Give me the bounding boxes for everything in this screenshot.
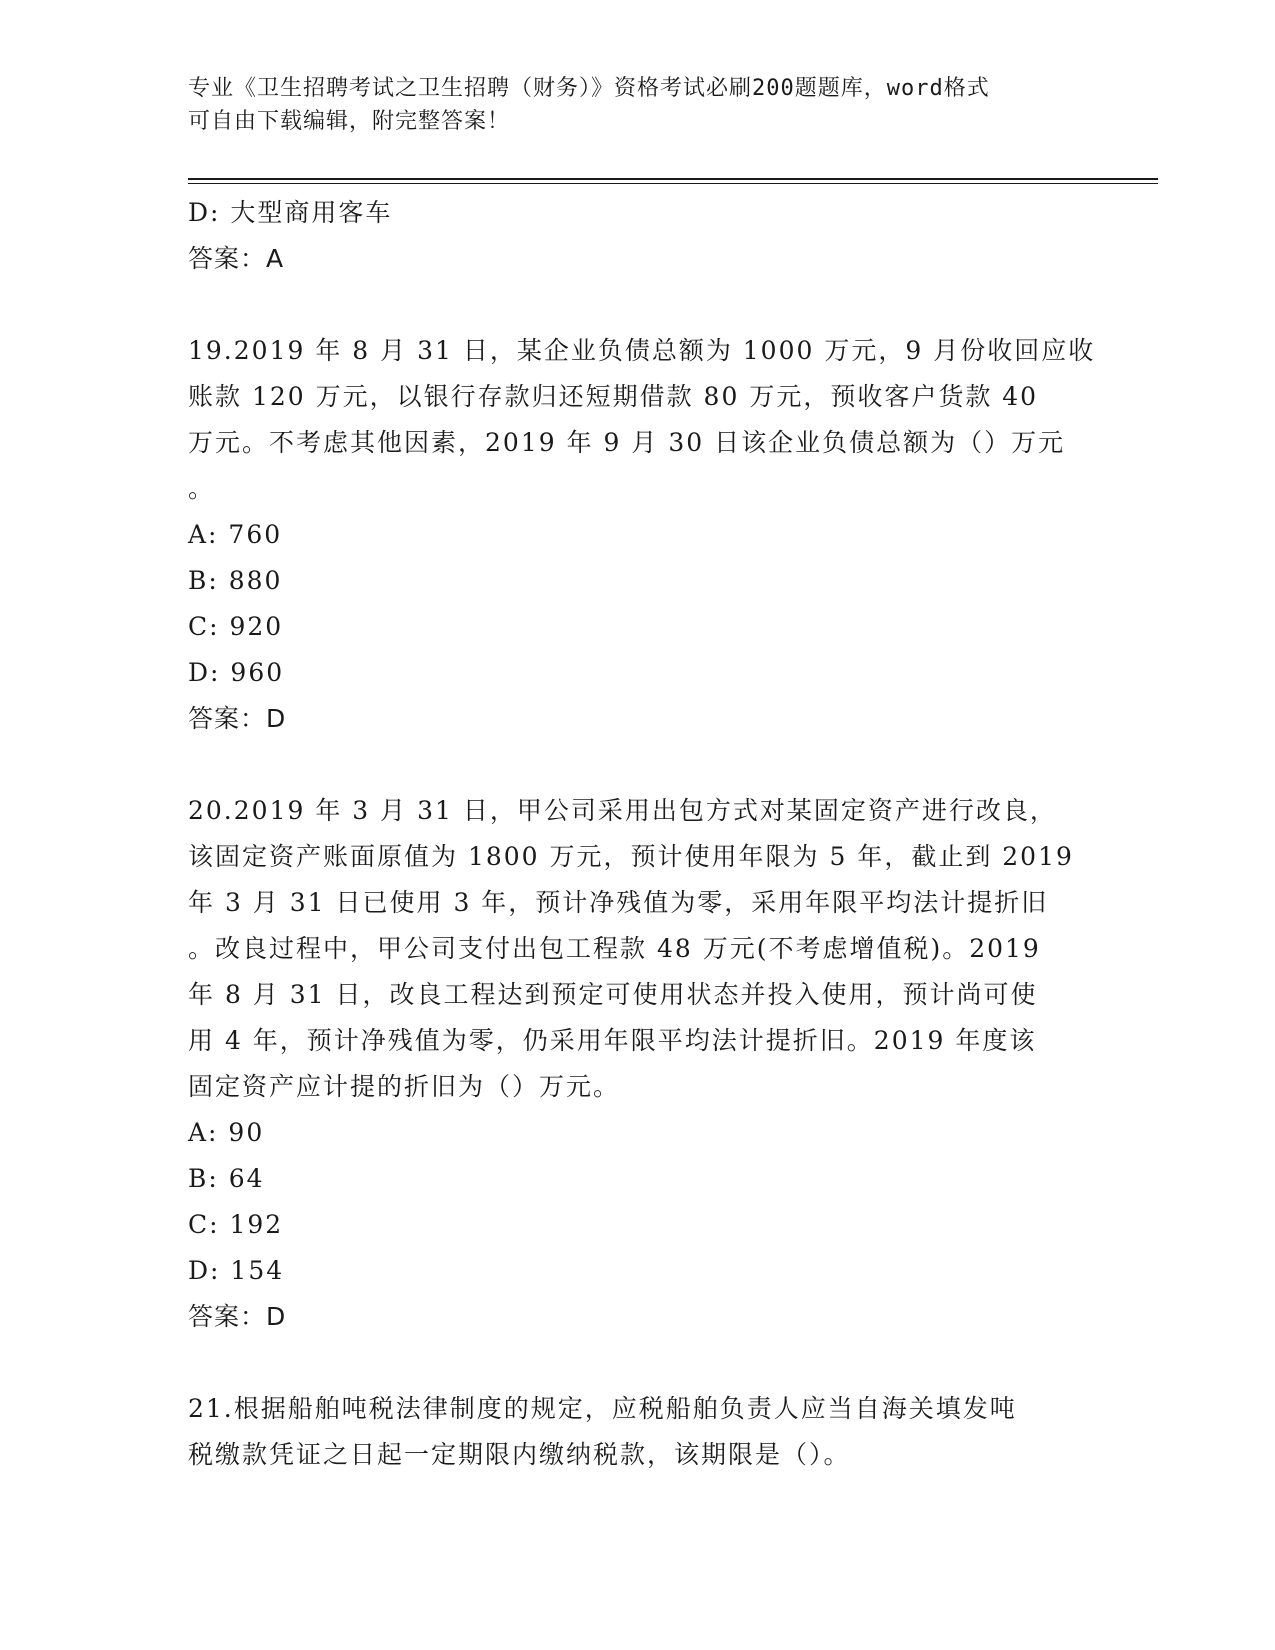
question-text-line: 。 [188,474,216,503]
option-c: C: 920 [188,612,284,641]
header-divider-thin [188,183,1158,184]
question-text-line: 年 8 月 31 日，改良工程达到预定可使用状态并投入使用，预计尚可使 [188,980,1038,1009]
question-text-line: 税缴款凭证之日起一定期限内缴纳税款，该期限是（）。 [188,1440,851,1469]
question-19 [188,328,1096,742]
question-text-line: 。改良过程中，甲公司支付出包工程款 48 万元(不考虑增值税)。2019 [188,934,1041,963]
question-text-line: 固定资产应计提的折旧为（）万元。 [188,1072,621,1101]
header-line-2: 可自由下载编辑，附完整答案！ [188,109,511,134]
question-text-line: 20.2019 年 3 月 31 日，甲公司采用出包方式对某固定资产进行改良， [188,796,1057,825]
answer: 答案：D [188,704,287,733]
option-b: B: 880 [188,566,283,595]
question-text-line: 19.2019 年 8 月 31 日，某企业负债总额为 1000 万元，9 月份收回应收 [188,336,1096,365]
option-d: D: 154 [188,1256,285,1285]
option-b: B: 64 [188,1164,265,1193]
answer: 答案：A [188,244,285,273]
header-line-1: 专业《卫生招聘考试之卫生招聘（财务）》资格考试必刷200题题库，word格式 [188,76,990,101]
question-text-line: 用 4 年，预计净残值为零，仍采用年限平均法计提折旧。2019 年度该 [188,1026,1037,1055]
question-text-line: 万元。不考虑其他因素，2019 年 9 月 30 日该企业负债总额为（）万元 [188,428,1066,457]
option-d: D: 960 [188,658,285,687]
question-text-line: 21.根据船舶吨税法律制度的规定，应税船舶负责人应当自海关填发吨 [188,1394,1017,1423]
question-text-line: 账款 120 万元，以银行存款归还短期借款 80 万元，预收客户货款 40 [188,382,1039,411]
document-body [188,190,1096,1478]
option-a: A: 90 [188,1118,265,1147]
question-text-line: 年 3 月 31 日已使用 3 年，预计净残值为零，采用年限平均法计提折旧 [188,888,1049,917]
option-d: D: 大型商用客车 [188,198,393,227]
document-header [188,72,1088,138]
header-divider [188,178,1158,180]
question-20 [188,788,1088,1340]
answer: 答案：D [188,1302,287,1331]
prev-question [188,190,1088,282]
option-c: C: 192 [188,1210,284,1239]
question-21 [188,1386,1088,1478]
option-a: A: 760 [188,520,283,549]
question-text-line: 该固定资产账面原值为 1800 万元，预计使用年限为 5 年，截止到 2019 [188,842,1074,871]
